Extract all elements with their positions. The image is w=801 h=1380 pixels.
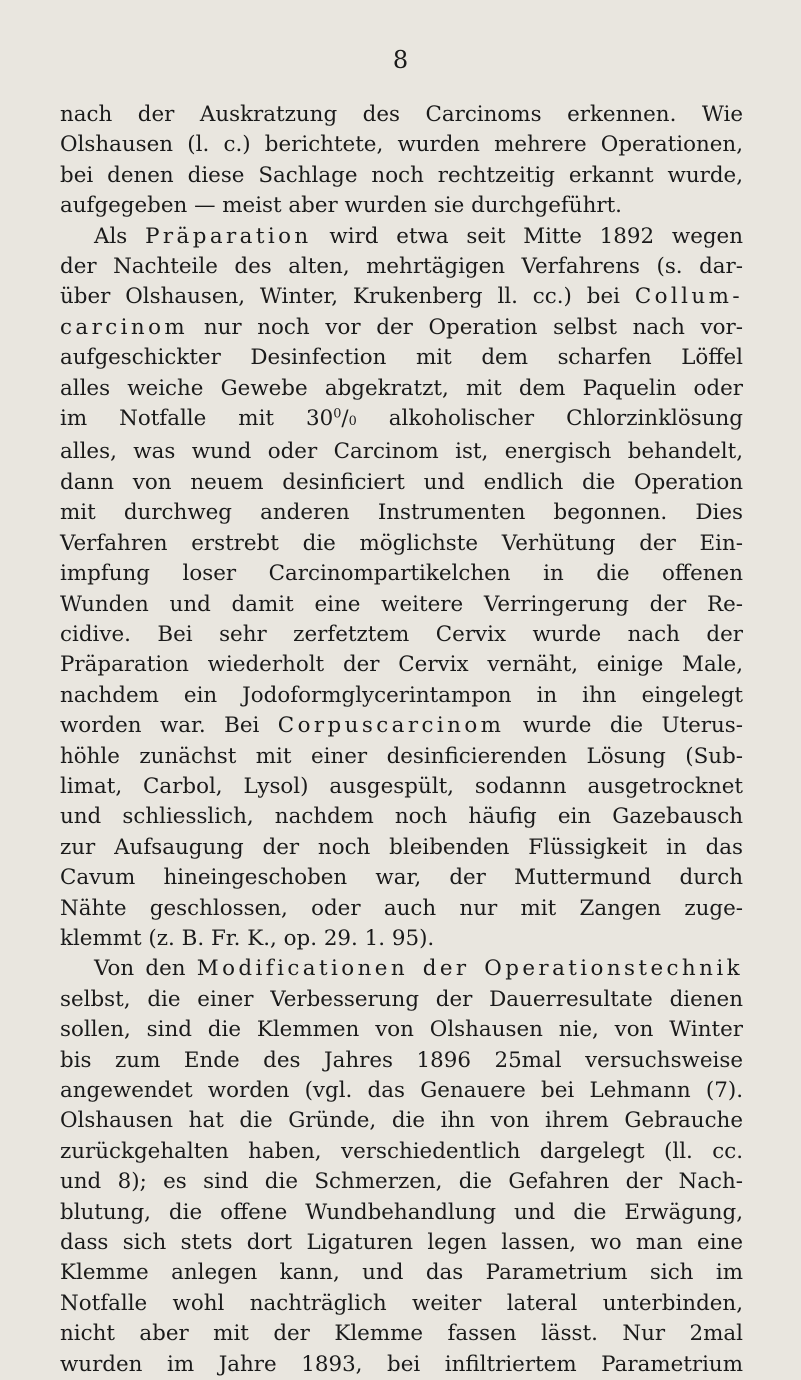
text-line	[60, 1289, 743, 1319]
text-line	[60, 559, 743, 589]
text-line	[60, 742, 743, 772]
text-run: bei denen diese Sachlage noch rechtzeitig erkannt wurde,	[60, 162, 743, 188]
page-number: 8	[392, 46, 409, 74]
text-line	[60, 590, 743, 620]
text-run: und 8); es sind die Schmerzen, die Gefahren der Nach-	[60, 1169, 743, 1195]
text-line	[60, 802, 743, 832]
text-line	[60, 1228, 743, 1258]
spaced-term: Collum-	[634, 284, 743, 310]
text-run: über Olshausen, Winter, Krukenberg ll. cc.) bei	[60, 284, 635, 310]
text-run: Notfalle wohl nachträglich weiter lateral unterbinden,	[60, 1290, 743, 1316]
text-line	[60, 222, 743, 252]
text-line	[60, 894, 743, 924]
text-run: 0	[333, 406, 342, 422]
spaced-term: Präparation	[145, 223, 312, 249]
text-run: Nähte geschlossen, oder auch nur mit Zangen zuge-	[60, 895, 743, 921]
text-run: Olshausen hat die Gründe, die ihn von ihrem Gebrauche	[60, 1108, 743, 1134]
text-line	[60, 711, 743, 741]
text-line	[60, 924, 743, 954]
text-line	[60, 985, 743, 1015]
text-run: limat, Carbol, Lysol) ausgespült, sodannn ausgetrocknet	[60, 773, 743, 799]
text-line	[60, 161, 743, 191]
text-run: Cavum hineingeschoben war, der Muttermund durch	[60, 865, 743, 891]
text-line	[60, 833, 743, 863]
text-run: der Nachteile des alten, mehrtägigen Verfahrens (s. dar-	[60, 254, 743, 280]
text-line	[60, 1350, 743, 1380]
text-run: im Notfalle mit 30	[60, 406, 334, 432]
text-line	[60, 313, 743, 343]
text-run: nur noch vor der Operation selbst nach vor-	[188, 314, 743, 340]
text-line	[60, 772, 743, 802]
text-run: nach der Auskratzung des Carcinoms erkennen. Wie	[60, 102, 743, 127]
text-run: dass sich stets dort Ligaturen legen lassen, wo man eine	[60, 1230, 743, 1256]
text-run: worden war. Bei	[60, 713, 278, 739]
spaced-term: carcinom	[60, 314, 189, 340]
text-line	[60, 191, 743, 221]
text-line	[60, 1198, 743, 1228]
text-run: und schliesslich, nachdem noch häufig ein Gazebausch	[60, 804, 743, 830]
text-line	[60, 252, 743, 282]
text-line	[60, 468, 743, 498]
text-run: alles weiche Gewebe abgekratzt, mit dem Paquelin oder	[60, 375, 743, 401]
text-run: angewendet worden (vgl. das Genauere bei Lehmann (7).	[60, 1078, 743, 1103]
text-run: Von den	[94, 956, 197, 982]
text-run: Als	[94, 223, 146, 249]
text-run: sollen, sind die Klemmen von Olshausen nie, von Winter	[60, 1017, 743, 1043]
text-line	[60, 1137, 743, 1167]
text-run: blutung, die offene Wundbehandlung und die Erwägung,	[60, 1199, 743, 1225]
text-run: selbst, die einer Verbesserung der Dauerresultate dienen	[60, 986, 743, 1012]
text-run: Wunden und damit eine weitere Verringerung der Re-	[60, 591, 743, 617]
text-run: nachdem ein Jodoformglycerintampon in ihn eingelegt	[60, 682, 743, 708]
text-line	[60, 529, 743, 559]
text-run: zur Aufsaugung der noch bleibenden Flüssigkeit in das	[60, 834, 743, 860]
text-run: nicht aber mit der Klemme fassen lässt. Nur 2mal	[60, 1321, 743, 1347]
text-line	[60, 437, 743, 467]
text-line	[60, 620, 743, 650]
text-run: 0	[348, 414, 357, 430]
text-run: dann von neuem desinficiert und endlich die Operation	[60, 469, 743, 495]
text-line	[60, 498, 743, 528]
text-line	[60, 343, 743, 373]
text-run: alles, was wund oder Carcinom ist, energisch behandelt,	[60, 439, 743, 465]
text-run: Verfahren erstrebt die möglichste Verhütung der Ein-	[60, 530, 743, 556]
text-run: zurückgehalten haben, verschiedentlich dargelegt (ll. cc.	[60, 1138, 743, 1164]
text-line	[60, 374, 743, 404]
text-run: impfung loser Carcinompartikelchen in die offenen	[60, 561, 743, 587]
text-line	[60, 1258, 743, 1288]
text-run: aufgegeben — meist aber wurden sie durchgeführt.	[60, 193, 622, 219]
text-run: aufgeschickter Desinfection mit dem scharfen Löffel	[60, 345, 743, 371]
text-line	[60, 1319, 743, 1349]
text-run: wurden im Jahre 1893, bei infiltriertem Parametrium	[60, 1351, 743, 1377]
text-line	[60, 100, 743, 130]
text-line	[60, 954, 743, 984]
text-line	[60, 1076, 743, 1106]
text-line	[60, 1167, 743, 1197]
text-run: cidive. Bei sehr zerfetztem Cervix wurde nach der	[60, 621, 743, 647]
text-line	[60, 1046, 743, 1076]
body-text	[60, 100, 743, 1380]
text-run: Präparation wiederholt der Cervix vernäht, einige Male,	[60, 652, 743, 678]
text-run: Klemme anlegen kann, und das Parametrium sich im	[60, 1260, 743, 1286]
text-run: alkoholischer Chlorzinklösung	[356, 406, 743, 432]
text-line	[60, 1106, 743, 1136]
text-run: Olshausen (l. c.) berichtete, wurden mehrere Operationen,	[60, 132, 743, 158]
text-run: /	[341, 406, 349, 432]
text-line	[60, 650, 743, 680]
text-line	[60, 681, 743, 711]
text-line	[60, 863, 743, 893]
text-run: wird etwa seit Mitte 1892 wegen	[311, 223, 743, 249]
spaced-term: Corpuscarcinom	[277, 713, 505, 739]
text-run: höhle zunächst mit einer desinficierenden Lösung (Sub-	[60, 743, 743, 769]
spaced-term: Modificationen der Operationstechnik	[196, 956, 743, 982]
text-run: bis zum Ende des Jahres 1896 25mal versuchsweise	[60, 1047, 743, 1073]
text-line	[60, 282, 743, 312]
text-line	[60, 130, 743, 160]
text-line	[60, 404, 743, 437]
text-line	[60, 1015, 743, 1045]
text-run: klemmt (z. B. Fr. K., op. 29. 1. 95).	[60, 925, 435, 951]
text-run: wurde die Uterus-	[504, 713, 743, 739]
text-run: mit durchweg anderen Instrumenten begonnen. Dies	[60, 500, 743, 526]
